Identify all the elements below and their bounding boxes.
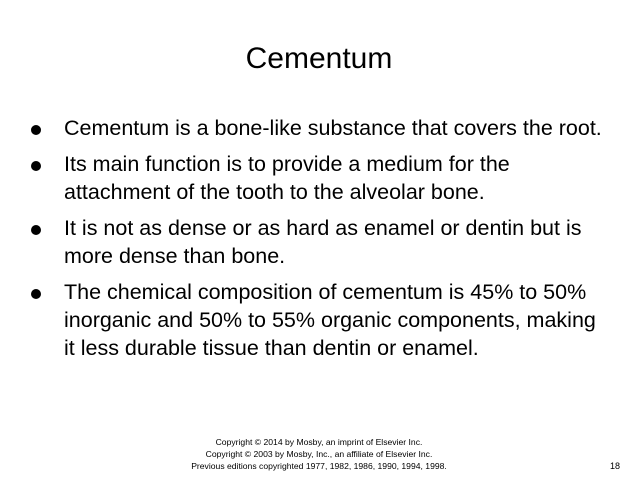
bullet-text: Its main function is to provide a medium for the attachment of the tooth to the alveolar bone. [64, 152, 510, 204]
bullet-text: It is not as dense or as hard as enamel or dentin but is more dense than bone. [64, 216, 582, 268]
bullet-item [31, 114, 611, 142]
bullet-item [31, 150, 611, 206]
bullet-text: Cementum is a bone-like substance that covers the root. [64, 116, 602, 140]
copyright-line: Copyright © 2003 by Mosby, Inc., an affiliate of Elsevier Inc. [205, 449, 433, 459]
bullet-dot-icon [31, 161, 41, 171]
bullet-text: The chemical composition of cementum is 45% to 50% inorganic and 50% to 55% organic components, making it less durable tissue than dentin or enamel. [64, 280, 596, 360]
slide-title: Cementum [245, 42, 393, 75]
bullet-item [31, 214, 611, 270]
bullet-list [31, 114, 611, 370]
bullet-dot-icon [31, 289, 41, 299]
bullet-dot-icon [31, 125, 41, 135]
copyright-notice [0, 436, 638, 472]
copyright-line: Copyright © 2014 by Mosby, an imprint of Elsevier Inc. [215, 437, 423, 447]
bullet-item [31, 278, 611, 362]
bullet-dot-icon [31, 225, 41, 235]
copyright-line: Previous editions copyrighted 1977, 1982, 1986, 1990, 1994, 1998. [191, 461, 447, 471]
page-number: 18 [609, 461, 620, 471]
